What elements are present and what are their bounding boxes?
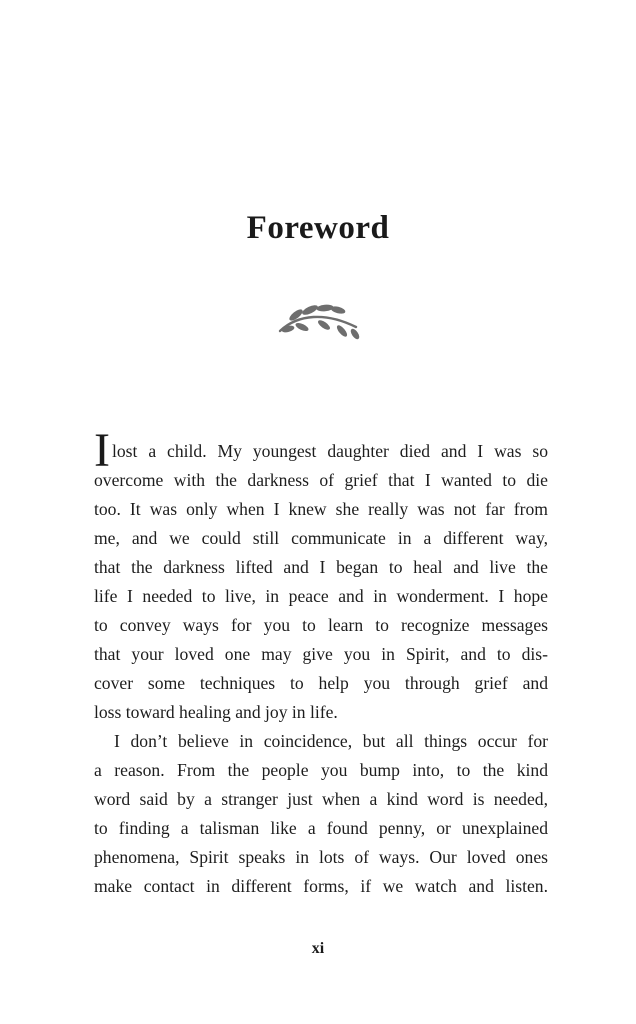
chapter-title: Foreword [246, 210, 390, 246]
text-line: phenomena, Spirit speaks in lots of ways. Our loved ones [94, 847, 548, 867]
first-line [94, 424, 548, 477]
text-line: I don’t believe in coincidence, but all things occur for [114, 731, 548, 751]
text-line: word said by a stranger just when a kind word is needed, [94, 789, 548, 809]
paragraph [94, 727, 548, 901]
leafy-branch-icon [276, 300, 362, 340]
body-text [94, 424, 548, 901]
text-line: lost a child. My youngest daughter died and I was so [111, 441, 548, 461]
text-line: loss toward healing and joy in life. [94, 702, 338, 722]
text-line: to finding a talisman like a found penny, or unexplained [94, 818, 548, 838]
text-line: life I needed to live, in peace and in wonderment. I hope [94, 586, 548, 606]
text-line: cover some techniques to help you through grief and [94, 673, 548, 693]
text-line: that the darkness lifted and I began to heal and live the [94, 557, 548, 577]
text-line: make contact in different forms, if we watch and listen. [94, 876, 548, 896]
text-line: overcome with the darkness of grief that I wanted to die [94, 470, 548, 490]
paragraph [94, 424, 548, 727]
drop-cap: I [94, 424, 110, 477]
text-line: a reason. From the people you bump into, to the kind [94, 760, 548, 780]
text-line: me, and we could still communicate in a different way, [94, 528, 548, 548]
text-line: too. It was only when I knew she really was not far from [94, 499, 548, 519]
text-line: to convey ways for you to learn to recognize messages [94, 615, 548, 635]
page-number: xi [311, 940, 325, 957]
text-line: that your loved one may give you in Spirit, and to dis- [94, 644, 548, 664]
